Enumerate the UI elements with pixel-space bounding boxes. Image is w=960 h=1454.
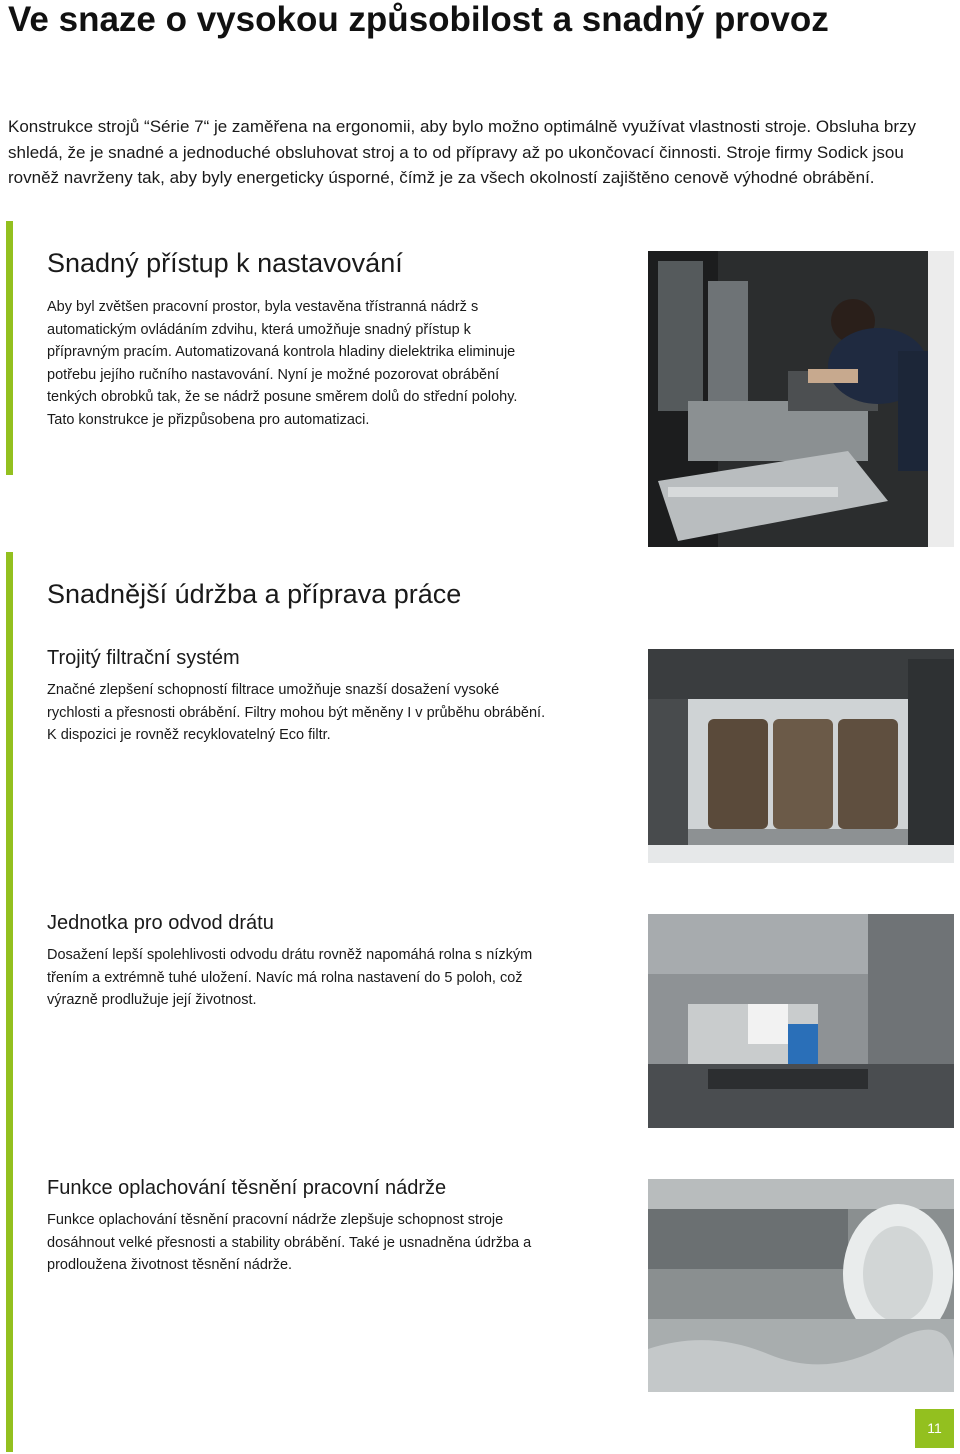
section-heading-maintenance: Snadnější údržba a příprava práce [47,579,462,609]
subsection-heading-wire: Jednotka pro odvod drátu [47,912,274,934]
intro-paragraph: Konstrukce strojů “Série 7“ je zaměřena na ergonomii, aby bylo možno optimálně využívat vlastnosti stroje. Obsluha brzy shledá, že je snadné a jednoduché obsluhovat stroj a to od přípravy až po ukončovací činnosti. Stroje firmy Sodick jsou rovněž navrženy tak, aby byly energeticky úsporné, čímž je za všech okolností zajištěno cenově výhodné obrábění. [8,117,917,187]
section-text-setup: Aby byl zvětšen pracovní prostor, byla vestavěna třístranná nádrž s automatickým ovládáním zdvihu, která umožňuje snadný přístup k přípravným pracím. Automatizovaná kontrola hladiny dielektrika eliminuje potřebu jejího ručního nastavování. Nyní je možné pozorovat obrábění tenkých obrobků tak, že se nádrž posune směrem dolů do střední polohy. Tato konstrukce je přizpůsobena pro automatizaci. [47,299,518,428]
filter-system-photo [648,649,954,863]
subsection-heading-filter: Trojitý filtrační systém [47,647,240,669]
subsection-text-wire: Dosažení lepší spolehlivosti odvodu drátu rovněž napomáhá rolna s nízkým třením a extrémně tuhé uložení. Navíc má rolna nastavení do 5 poloh, což výrazně prodlužuje její životnost. [47,947,533,1008]
tank-seal-flushing-photo [648,1179,954,1392]
section-heading-setup: Snadný přístup k nastavování [47,248,403,278]
section-accent-bar [6,552,13,1452]
subsection-text-filter: Značné zlepšení schopností filtrace umožňuje snazší dosažení vysoké rychlosti a přesnosti obrábění. Filtry mohou být měněny I v průběhu obrábění. K dispozici je rovněž recyklovatelný Eco filtr. [47,682,546,743]
page-number-badge: 11 [915,1409,954,1448]
subsection-heading-flush: Funkce oplachování těsnění pracovní nádrže [47,1177,447,1199]
subsection-text-flush: Funkce oplachování těsnění pracovní nádrže zlepšuje schopnost stroje dosáhnout velké přesnosti a stability obrábění. Také je usnadněna údržba a prodloužena životnost těsnění nádrže. [47,1212,532,1273]
section-accent-bar [6,221,13,475]
page-title: Ve snaze o vysokou způsobilost a snadný provoz [8,0,829,39]
operator-machine-photo [648,251,954,547]
wire-disposal-unit-photo [648,914,954,1128]
